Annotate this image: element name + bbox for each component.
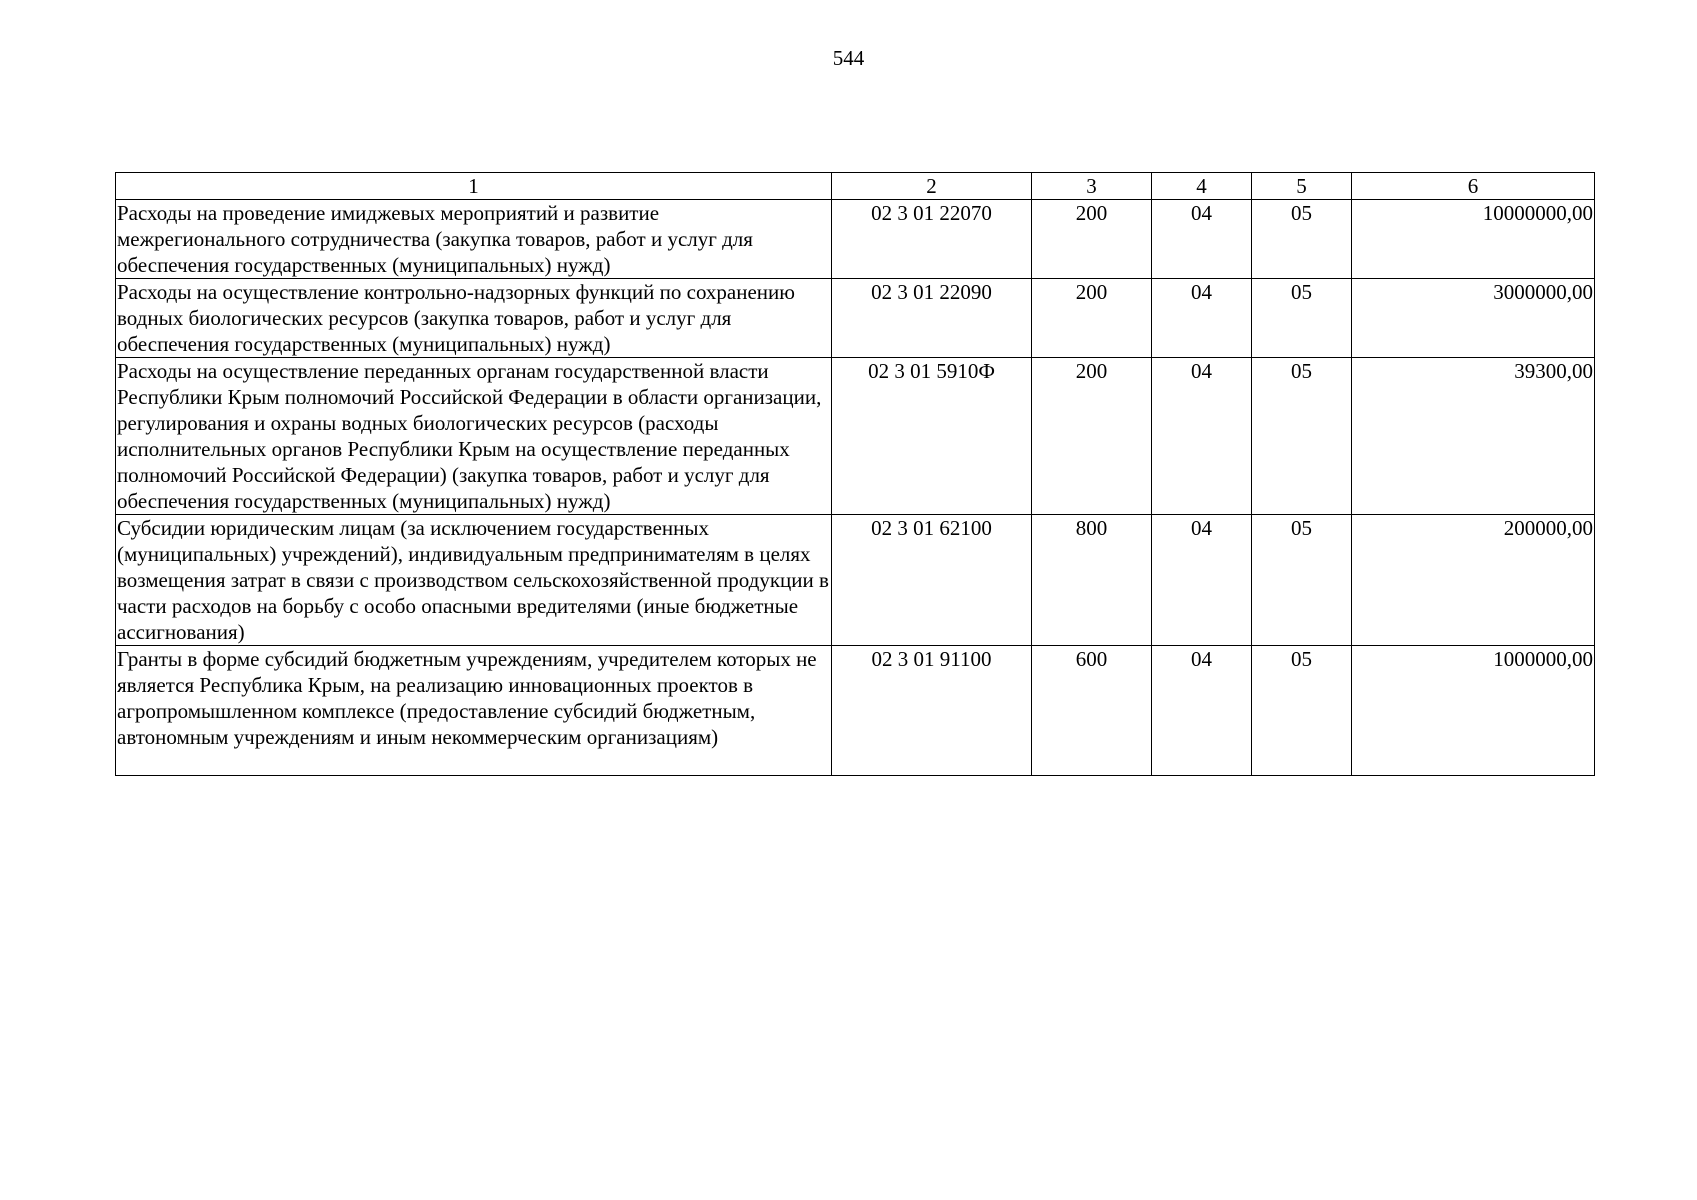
row-code: 02 3 01 91100 — [832, 646, 1032, 776]
row-section: 04 — [1152, 515, 1252, 646]
row-code: 02 3 01 62100 — [832, 515, 1032, 646]
row-code: 02 3 01 22070 — [832, 200, 1032, 279]
budget-table — [115, 172, 1595, 776]
row-code: 02 3 01 5910Ф — [832, 358, 1032, 515]
row-expense-type: 200 — [1032, 358, 1152, 515]
row-section: 04 — [1152, 358, 1252, 515]
row-description: Расходы на проведение имиджевых мероприятий и развитие межрегионального сотрудничества (закупка товаров, работ и услуг для обеспечения государственных (муниципальных) нужд) — [116, 200, 832, 279]
row-amount: 39300,00 — [1352, 358, 1595, 515]
row-expense-type: 200 — [1032, 279, 1152, 358]
row-subsection: 05 — [1252, 200, 1352, 279]
column-header-3: 3 — [1032, 173, 1152, 200]
row-amount: 3000000,00 — [1352, 279, 1595, 358]
row-description: Гранты в форме субсидий бюджетным учреждениям, учредителем которых не является Республика Крым, на реализацию инновационных проектов в агропромышленном комплексе (предоставление субсидий бюджетным, автономным учреждениям и иным некоммерческим организациям) — [116, 646, 832, 776]
row-expense-type: 600 — [1032, 646, 1152, 776]
row-subsection: 05 — [1252, 515, 1352, 646]
column-header-2: 2 — [832, 173, 1032, 200]
row-description: Субсидии юридическим лицам (за исключением государственных (муниципальных) учреждений), индивидуальным предпринимателям в целях возмещения затрат в связи с производством сельскохозяйственной продукции в части расходов на борьбу с особо опасными вредителями (иные бюджетные ассигнования) — [116, 515, 832, 646]
table-row — [116, 646, 1595, 776]
table-row — [116, 200, 1595, 279]
row-code: 02 3 01 22090 — [832, 279, 1032, 358]
column-header-4: 4 — [1152, 173, 1252, 200]
row-description: Расходы на осуществление контрольно-надзорных функций по сохранению водных биологических ресурсов (закупка товаров, работ и услуг для обеспечения государственных (муниципальных) нужд) — [116, 279, 832, 358]
table-row — [116, 279, 1595, 358]
row-amount: 1000000,00 — [1352, 646, 1595, 776]
column-header-6: 6 — [1352, 173, 1595, 200]
row-section: 04 — [1152, 646, 1252, 776]
table-row — [116, 358, 1595, 515]
row-section: 04 — [1152, 279, 1252, 358]
column-header-1: 1 — [116, 173, 832, 200]
row-expense-type: 800 — [1032, 515, 1152, 646]
row-subsection: 05 — [1252, 279, 1352, 358]
row-description: Расходы на осуществление переданных органам государственной власти Республики Крым полномочий Российской Федерации в области организации, регулирования и охраны водных биологических ресурсов (расходы исполнительных органов Республики Крым на осуществление переданных полномочий Российской Федерации) (закупка товаров, работ и услуг для обеспечения государственных (муниципальных) нужд) — [116, 358, 832, 515]
row-subsection: 05 — [1252, 646, 1352, 776]
page-number: 544 — [832, 46, 865, 70]
header-row — [116, 173, 1595, 200]
table-row — [116, 515, 1595, 646]
row-expense-type: 200 — [1032, 200, 1152, 279]
row-amount: 200000,00 — [1352, 515, 1595, 646]
row-amount: 10000000,00 — [1352, 200, 1595, 279]
row-section: 04 — [1152, 200, 1252, 279]
column-header-5: 5 — [1252, 173, 1352, 200]
row-subsection: 05 — [1252, 358, 1352, 515]
